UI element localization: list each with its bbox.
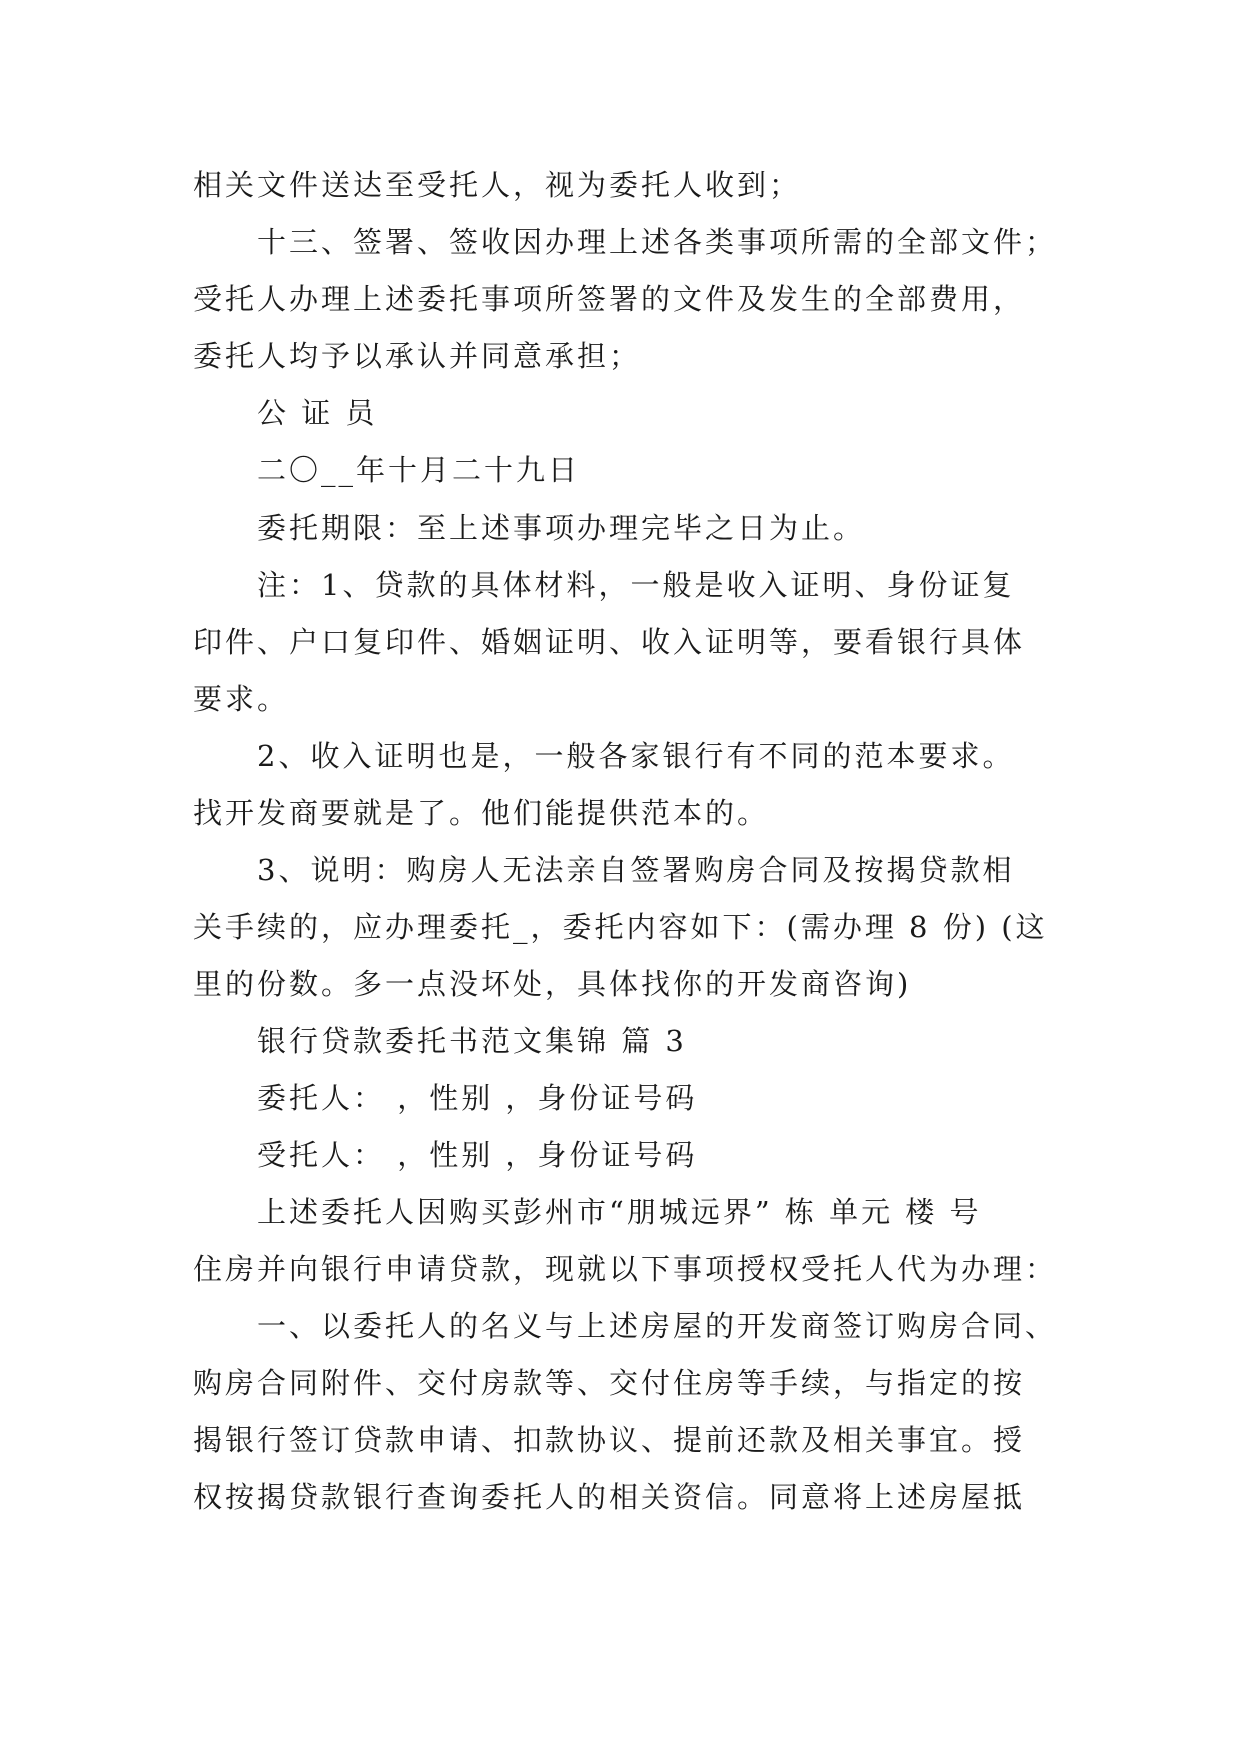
date-line: 二〇__年十月二十九日 — [257, 453, 581, 487]
text-line: 一、以委托人的名义与上述房屋的开发商签订购房合同、 — [257, 1309, 1058, 1343]
text-line: 印件、户口复印件、婚姻证明、收入证明等，要看银行具体 — [193, 625, 1026, 659]
text-line: 相关文件送达至受托人，视为委托人收到； — [193, 168, 802, 202]
text-line: 里的份数。多一点没坏处，具体找你的开发商咨询) — [193, 967, 912, 1001]
text-line: 注：1、贷款的具体材料，一般是收入证明、身份证复 — [257, 568, 1015, 602]
text-line: 要求。 — [193, 682, 290, 716]
text-line: 上述委托人因购买彭州市“朋城远界” 栋 单元 楼 号 — [257, 1195, 982, 1229]
text-line: 2、收入证明也是，一般各家银行有不同的范本要求。 — [257, 739, 1015, 773]
text-line: 委托人均予以承认并同意承担； — [193, 339, 642, 373]
text-line: 购房合同附件、交付房款等、交付住房等手续，与指定的按 — [193, 1366, 1026, 1400]
text-line: 住房并向银行申请贷款，现就以下事项授权受托人代为办理： — [193, 1252, 1058, 1286]
text-line: 十三、签署、签收因办理上述各类事项所需的全部文件； — [257, 225, 1058, 259]
text-line: 关手续的，应办理委托_，委托内容如下：(需办理 8 份) (这 — [193, 910, 1048, 944]
text-line: 揭银行签订贷款申请、扣款协议、提前还款及相关事宜。授 — [193, 1423, 1026, 1457]
text-line: 公 证 员 — [257, 396, 378, 430]
text-line: 找开发商要就是了。他们能提供范本的。 — [193, 796, 770, 830]
text-line: 委托人： ，性别 ，身份证号码 — [257, 1081, 698, 1115]
text-line: 受托人： ，性别 ，身份证号码 — [257, 1138, 698, 1172]
text-line: 委托期限：至上述事项办理完毕之日为止。 — [257, 511, 866, 545]
text-line: 受托人办理上述委托事项所签署的文件及发生的全部费用， — [193, 282, 1026, 316]
text-line: 3、说明：购房人无法亲自签署购房合同及按揭贷款相 — [257, 853, 1015, 887]
section-heading: 银行贷款委托书范文集锦 篇 3 — [257, 1024, 687, 1058]
text-line: 权按揭贷款银行查询委托人的相关资信。同意将上述房屋抵 — [193, 1480, 1026, 1514]
